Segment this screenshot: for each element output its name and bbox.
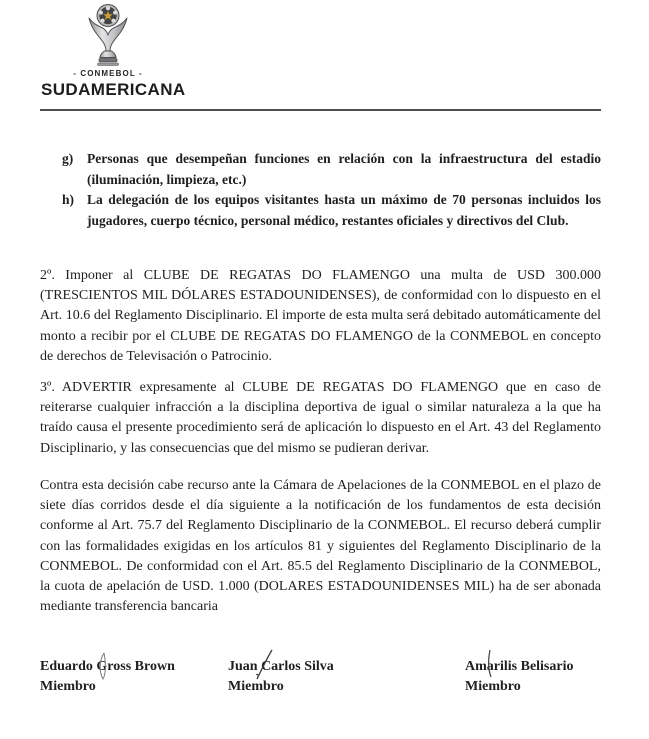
- signer-name: Juan Carlos Silva: [228, 659, 334, 674]
- paragraph-appeal: Contra esta decisión cabe recurso ante la Cámara de Apelaciones de la CONMEBOL en el plazo de siete días corridos desde el día siguiente a la notificación de los fundamentos de esta decisión conforme al Art. 75.7 del Reglamento Disciplinario de la CONMEBOL. El recurso deberá cumplir con las formalidades exigidas en los artículos 81 y siguientes del Reglamento Disciplinario de la CONMEBOL. De conformidad con el Art. 85.5 del Reglamento Disciplinario de la CONMEBOL, la cuota de apelación de USD. 1.000 (DOLARES ESTADOUNIDENSES MIL) ha de ser abonada mediante transferencia bancaria: [40, 478, 601, 615]
- signature-3: [465, 657, 574, 696]
- trophy-base-foot: [98, 63, 119, 65]
- signer-role: Miembro: [465, 678, 521, 694]
- trophy-base: [99, 59, 117, 62]
- logo-conmebol-label: - CONMEBOL -: [73, 69, 143, 78]
- signature-1: [40, 657, 175, 696]
- list-item-label: h): [62, 192, 75, 207]
- trophy-icon: [85, 3, 131, 67]
- signature-block: [40, 657, 601, 717]
- header-divider: [40, 109, 601, 111]
- paragraph-warning: 3º. ADVERTIR expresamente al CLUBE DE REGATAS DO FLAMENGO que en caso de reiterarse cualquier infracción a la disciplina deportiva de igual o similar naturaleza a la que ha traído causa el presente procedimiento será de aplicación lo dispuesto en el Art. 43 del Reglamento Disciplinario, y las consecuencias que del mismo se pudieran derivar.: [40, 380, 601, 456]
- signer-name: Amarilis Belisario: [465, 659, 574, 674]
- list-item-g: [62, 149, 601, 190]
- signer-role: Miembro: [40, 678, 96, 694]
- signature-2: [228, 657, 334, 696]
- conmebol-sudamericana-logo: [41, 3, 186, 100]
- trophy-stem: [100, 51, 116, 58]
- list-item-text: Personas que desempeñan funciones en relación con la infraestructura del estadio (iluminación, limpieza, etc.): [87, 151, 601, 187]
- logo-sudamericana-label: SUDAMERICANA: [41, 80, 186, 99]
- list-item-label: g): [62, 151, 74, 166]
- signer-role: Miembro: [228, 678, 284, 694]
- paragraph-sanction-fine: 2º. Imponer al CLUBE DE REGATAS DO FLAMENGO una multa de USD 300.000 (TRESCIENTOS MIL DÓLARES ESTADOUNIDENSES), de conformidad con lo dispuesto en el Art. 10.6 del Reglamento Disciplinario. El importe de esta multa será debitado automáticamente del monto a recibir por el CLUBE DE REGATAS DO FLAMENGO de la CONMEBOL en concepto de derechos de Televisación o Patrocinio.: [40, 268, 601, 364]
- list-item-text: La delegación de los equipos visitantes hasta un máximo de 70 personas incluidos los jugadores, cuerpo técnico, personal médico, restantes oficiales y directivos del Club.: [87, 192, 601, 228]
- signer-name: Eduardo Gross Brown: [40, 659, 175, 674]
- lettered-list: [62, 149, 601, 231]
- list-item-h: [62, 190, 601, 231]
